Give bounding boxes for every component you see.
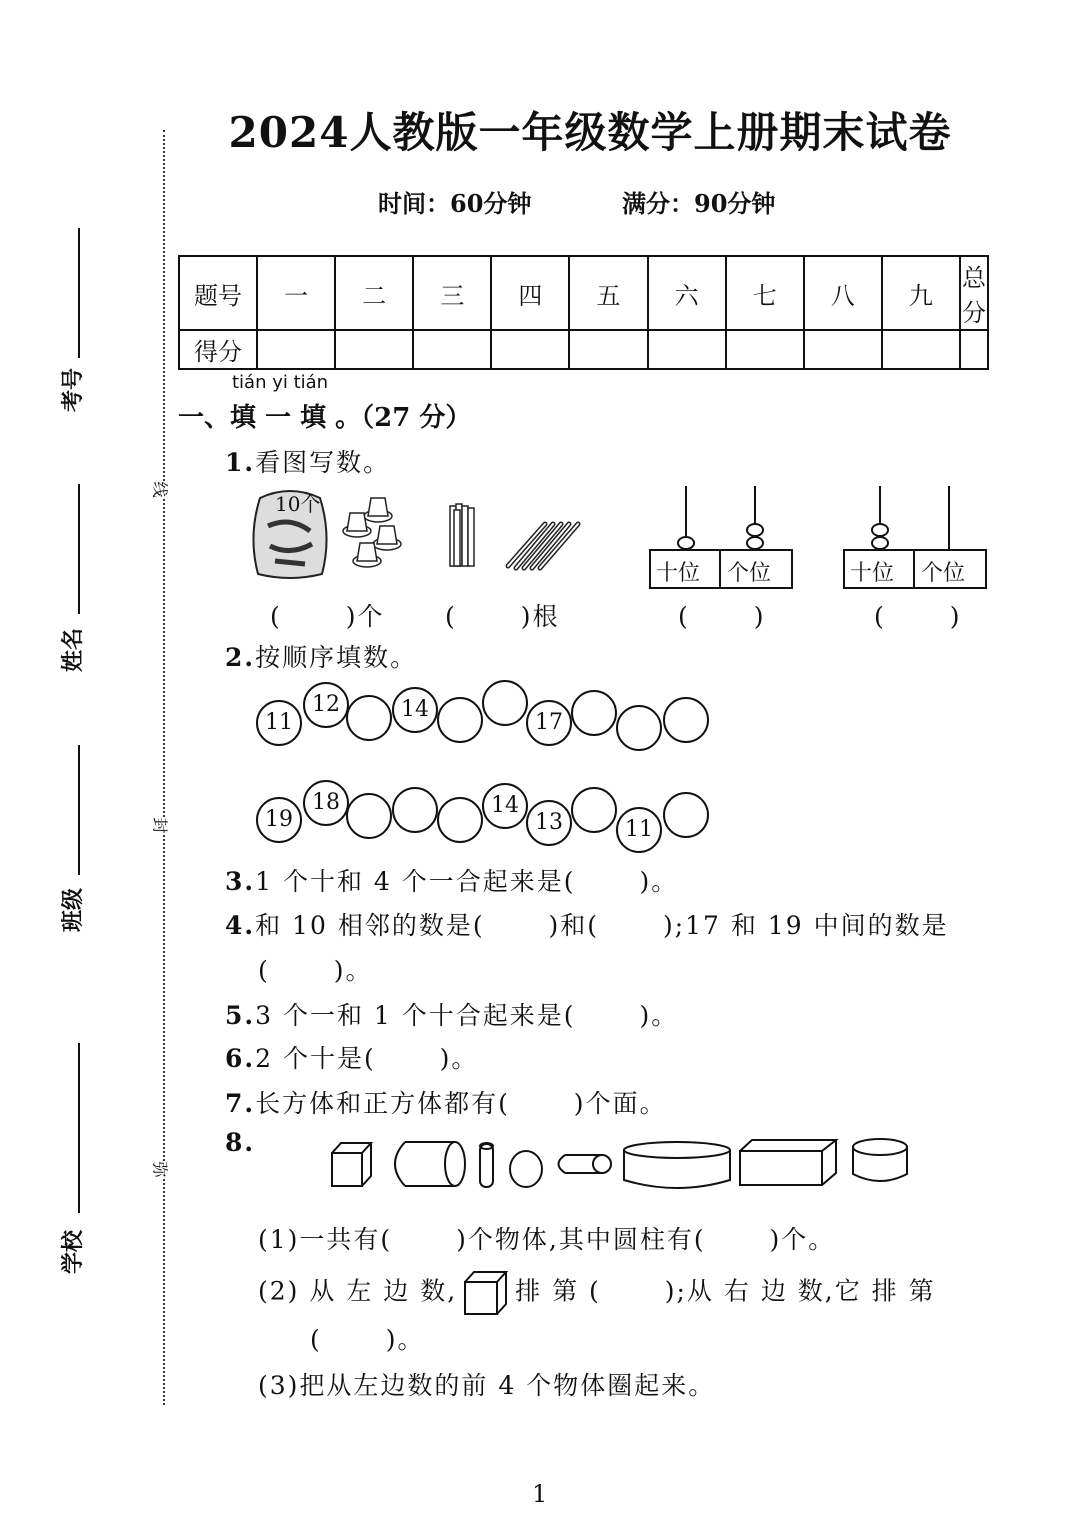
blank-number-circle[interactable] (571, 690, 617, 736)
bead-icon (747, 537, 763, 549)
name-line[interactable] (78, 484, 80, 614)
score-input-cell[interactable] (335, 330, 413, 369)
bead-icon (678, 537, 694, 549)
question-text-cont[interactable]: ( )。 (258, 956, 373, 985)
number-circle: 11 (256, 700, 302, 746)
blank-number-circle[interactable] (663, 697, 709, 743)
ones-place-label: 个位 (727, 561, 772, 586)
margin-mark: 弥 (150, 1161, 173, 1177)
number-circle: 11 (616, 807, 662, 853)
section-title: 一、填 一 填 。（27 分） (178, 403, 472, 433)
cuboid-icon (740, 1140, 836, 1185)
table-cell: 三 (413, 256, 491, 330)
exam-number-line[interactable] (78, 228, 80, 358)
table-cell: 六 (648, 256, 726, 330)
margin-mark: 封 (150, 817, 173, 833)
binding-dotted-line (163, 130, 165, 1405)
question-text[interactable]: 和 10 相邻的数是( )和( );17 和 19 中间的数是 (255, 911, 949, 940)
question-number: 8. (225, 1128, 256, 1157)
blank-number-circle[interactable] (437, 697, 483, 743)
score-input-cell[interactable] (882, 330, 960, 369)
tens-place-label: 十位 (656, 561, 701, 586)
cube-icon (463, 1270, 509, 1316)
bead-icon (872, 537, 888, 549)
section-pinyin: tián yi tián (232, 372, 329, 393)
blank-number-circle[interactable] (571, 787, 617, 833)
part-2-text-a: (2) 从 左 边 数, (258, 1276, 458, 1306)
bag-label: 10个 (275, 492, 321, 516)
score-input-cell[interactable] (569, 330, 647, 369)
margin-mark: 线 (150, 481, 173, 497)
sphere-icon (510, 1151, 542, 1187)
question-text: 看图写数。 (255, 448, 391, 477)
short-cylinder-icon (853, 1139, 907, 1181)
number-circle: 14 (392, 687, 438, 733)
number-circle: 12 (303, 682, 349, 728)
table-row (179, 256, 988, 330)
thin-cylinder-icon (480, 1143, 493, 1187)
question-part-3: (3)把从左边数的前 4 个物体圈起来。 (258, 1371, 716, 1400)
score-input-cell[interactable] (726, 330, 804, 369)
blank-number-circle[interactable] (482, 680, 528, 726)
bead-icon (872, 524, 888, 536)
score-table (178, 255, 989, 370)
score-input-cell[interactable] (648, 330, 726, 369)
school-line[interactable] (78, 1043, 80, 1213)
question-text[interactable]: 1 个十和 4 个一合起来是( )。 (255, 867, 679, 896)
table-row (179, 330, 988, 369)
question-number: 6. (225, 1044, 256, 1073)
question-number: 1. (225, 448, 256, 477)
solid-shapes (320, 1130, 920, 1200)
table-cell: 七 (726, 256, 804, 330)
number-circle: 18 (303, 780, 349, 826)
name-label: 姓名 (61, 627, 86, 672)
answer-blank[interactable]: ( ) (678, 602, 766, 631)
question-part-2[interactable] (258, 1270, 936, 1316)
question-number: 2. (225, 643, 256, 672)
blank-number-circle[interactable] (437, 797, 483, 843)
question-number: 4. (225, 911, 256, 940)
score-input-cell[interactable] (960, 330, 988, 369)
stick-bundle-icon (450, 504, 474, 566)
question-number: 5. (225, 1001, 256, 1030)
bead-icon (747, 524, 763, 536)
question-text[interactable]: 2 个十是( )。 (255, 1044, 479, 1073)
blank-number-circle[interactable] (346, 793, 392, 839)
table-cell: 八 (804, 256, 882, 330)
full-score: 满分：90分钟 (622, 189, 776, 218)
table-cell: 一 (257, 256, 335, 330)
exam-time: 时间：60分钟 (378, 189, 532, 218)
score-input-cell[interactable] (804, 330, 882, 369)
score-input-cell[interactable] (413, 330, 491, 369)
ones-place-label: 个位 (921, 561, 966, 586)
question-part-1[interactable]: (1)一共有( )个物体,其中圆柱有( )个。 (258, 1225, 836, 1254)
blank-number-circle[interactable] (663, 792, 709, 838)
school-label: 学校 (61, 1229, 86, 1274)
table-cell: 总分 (960, 256, 988, 330)
blank-number-circle[interactable] (616, 705, 662, 751)
answer-blank[interactable]: ( )根 (445, 602, 560, 631)
table-cell: 九 (882, 256, 960, 330)
tens-place-label: 十位 (850, 561, 895, 586)
cube-icon (332, 1143, 371, 1186)
number-circle: 14 (482, 783, 528, 829)
cylinder-icon (395, 1142, 465, 1186)
lying-cylinder-icon (559, 1155, 612, 1173)
question-number: 3. (225, 867, 256, 896)
number-circle: 17 (526, 700, 572, 746)
score-input-cell[interactable] (257, 330, 335, 369)
part-2-text-b: 排 第 ( );从 右 边 数,它 排 第 (515, 1276, 936, 1306)
blank-number-circle[interactable] (392, 787, 438, 833)
answer-blank[interactable]: ( )个 (270, 602, 385, 631)
question-text[interactable]: 长方体和正方体都有( )个面。 (255, 1089, 667, 1118)
table-cell: 四 (491, 256, 569, 330)
cup-icon (343, 498, 401, 567)
answer-blank[interactable]: ( ) (874, 602, 962, 631)
table-cell: 得分 (179, 330, 257, 369)
question-number: 7. (225, 1089, 256, 1118)
table-cell: 五 (569, 256, 647, 330)
question-text: 按顺序填数。 (255, 643, 418, 672)
class-line[interactable] (78, 745, 80, 875)
class-label: 班级 (61, 887, 86, 932)
question-text[interactable]: 3 个一和 1 个十合起来是( )。 (255, 1001, 679, 1030)
page-number: 1 (532, 1480, 548, 1508)
blank-number-circle[interactable] (346, 695, 392, 741)
exam-number-label: 考号 (61, 367, 86, 412)
number-circle: 13 (526, 800, 572, 846)
table-cell: 二 (335, 256, 413, 330)
table-cell: 题号 (179, 256, 257, 330)
number-circle: 19 (256, 797, 302, 843)
flat-cylinder-icon (624, 1142, 730, 1188)
page-title: 2024人教版一年级数学上册期末试卷 (228, 108, 952, 157)
score-input-cell[interactable] (491, 330, 569, 369)
question-part-2-cont[interactable]: ( )。 (310, 1325, 425, 1354)
